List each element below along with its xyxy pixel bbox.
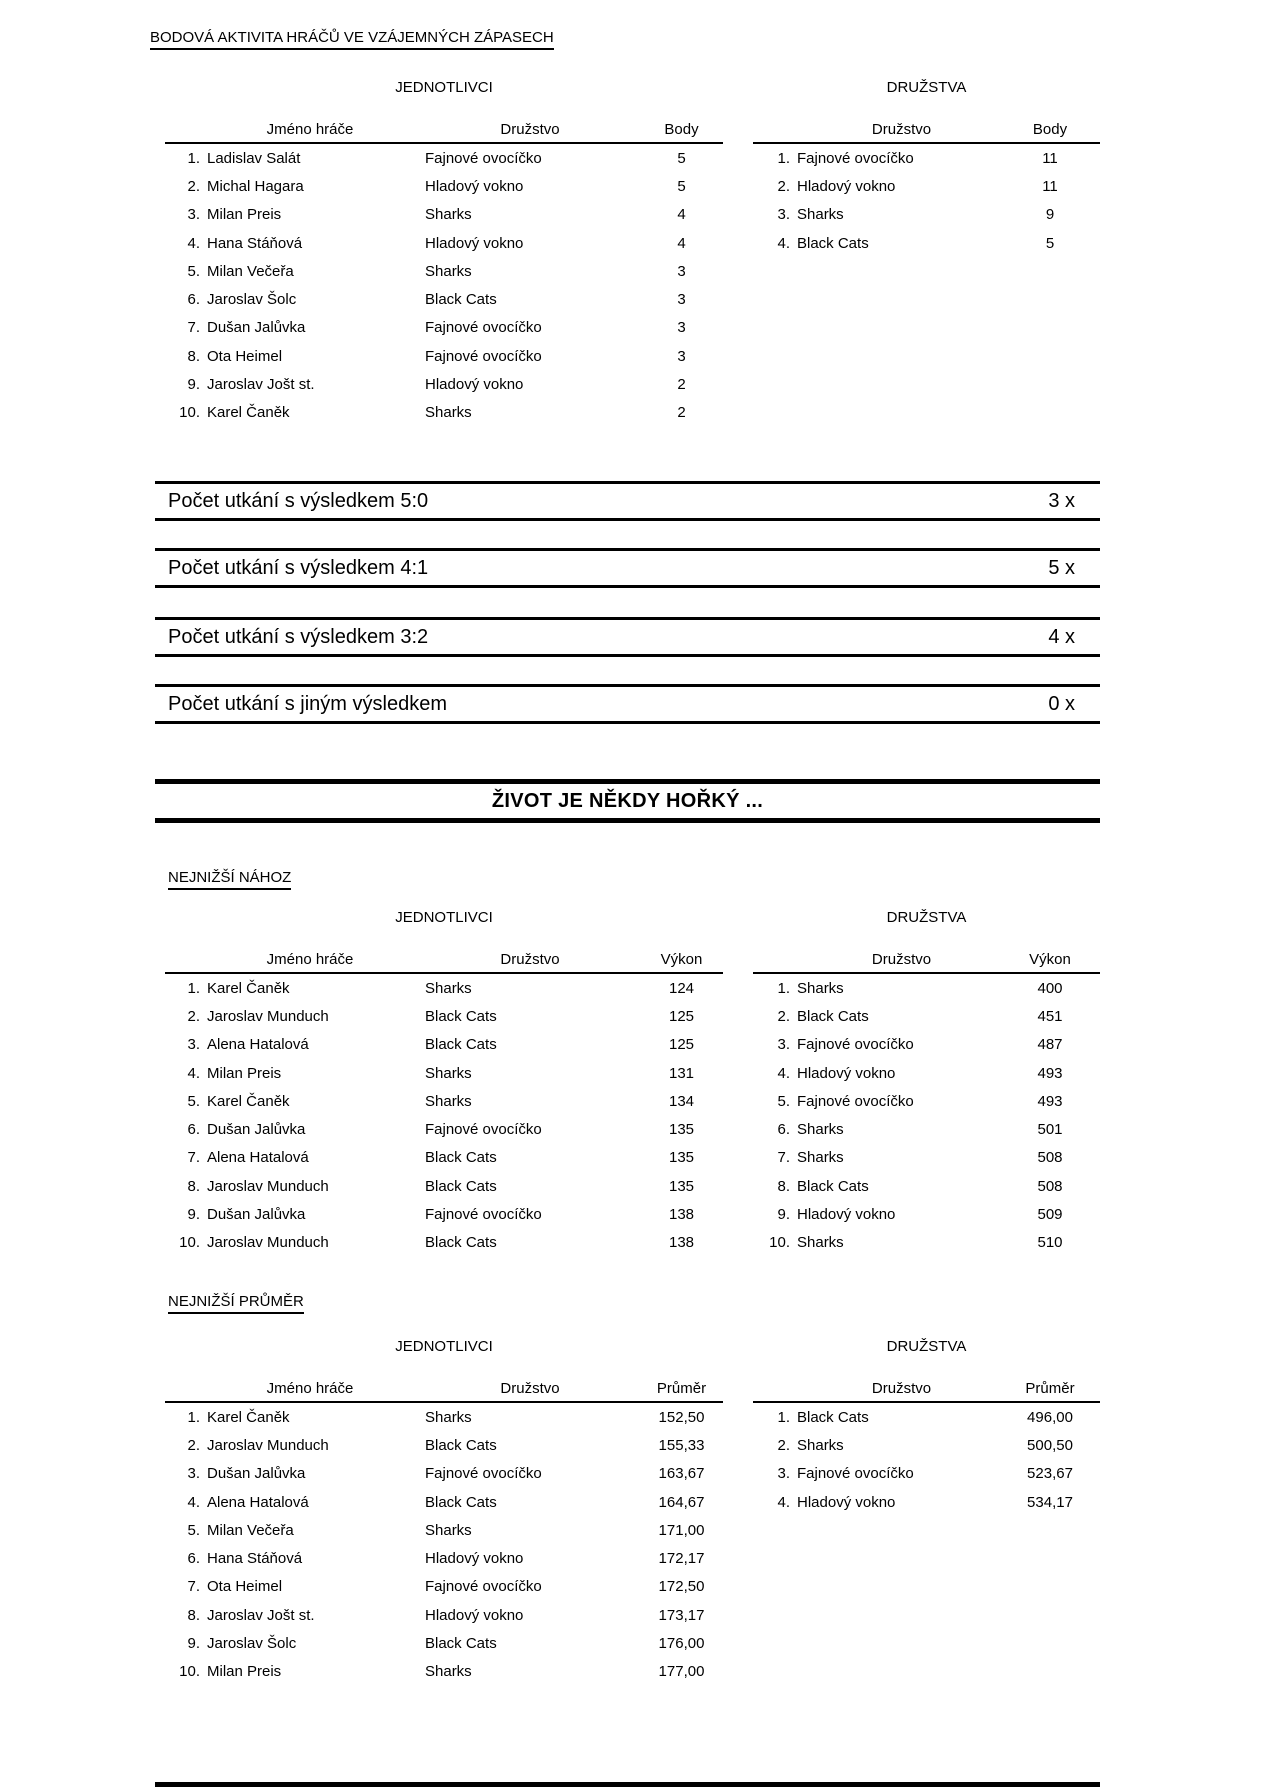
lowest-throw-individuals-table [165, 910, 723, 1257]
table-row [165, 285, 723, 313]
row-value: 11 [1042, 177, 1058, 195]
summary-box-3-2 [155, 617, 1100, 657]
row-team-name: Hladový vokno [797, 1493, 896, 1511]
row-team-name: Sharks [797, 1234, 844, 1252]
table-row [753, 229, 1100, 257]
table-row [165, 172, 723, 200]
column-header-team: Družstvo [500, 1380, 560, 1397]
table-rows [753, 144, 1100, 257]
row-value: 5 [1045, 234, 1055, 252]
row-value: 135 [668, 1149, 695, 1167]
row-team-name: Fajnové ovocíčko [425, 347, 542, 365]
row-value: 510 [1037, 1234, 1063, 1252]
row-player-name: Dušan Jalůvka [207, 319, 306, 337]
row-value: 496,00 [1027, 1408, 1073, 1426]
page-title [150, 29, 554, 50]
table-row [165, 229, 723, 257]
row-value: 508 [1037, 1149, 1063, 1167]
row-team-name: Black Cats [797, 1408, 869, 1426]
column-header-average: Průměr [656, 1380, 707, 1397]
table-row [165, 1144, 723, 1172]
table-row [165, 1573, 723, 1601]
row-team-name: Sharks [425, 1408, 472, 1426]
row-rank: 1. [187, 149, 200, 167]
row-player-name: Alena Hatalová [207, 1493, 309, 1511]
row-team-name: Fajnové ovocíčko [797, 1092, 914, 1110]
row-value: 493 [1037, 1064, 1063, 1082]
table-caption-individuals: JEDNOTLIVCI [395, 909, 493, 926]
row-team-name: Fajnové ovocíčko [425, 1206, 542, 1224]
row-value: 125 [668, 1007, 695, 1025]
table-row [165, 1002, 723, 1030]
table-header-row [165, 952, 723, 968]
row-player-name: Karel Čaněk [207, 1408, 290, 1426]
row-player-name: Dušan Jalůvka [207, 1465, 306, 1483]
table-rows [165, 974, 723, 1257]
row-rank: 8. [187, 1177, 200, 1195]
row-value: 173,17 [658, 1606, 705, 1624]
row-player-name: Ota Heimel [207, 1578, 283, 1596]
table-row [753, 1172, 1100, 1200]
table-rows [753, 974, 1100, 1257]
column-header-team: Družstvo [871, 1380, 932, 1397]
section-banner [155, 779, 1100, 823]
row-rank: 7. [187, 319, 200, 337]
row-player-name: Hana Stáňová [207, 234, 303, 252]
row-team-name: Black Cats [797, 1177, 869, 1195]
table-row [165, 1460, 723, 1488]
lowest-average-individuals-table [165, 1339, 723, 1686]
table-row [753, 1460, 1100, 1488]
table-row [165, 1403, 723, 1431]
row-rank: 9. [187, 1635, 200, 1653]
table-row [165, 1115, 723, 1143]
row-value: 135 [668, 1121, 695, 1139]
table-row [753, 144, 1100, 172]
lowest-throw-teams-table [753, 910, 1100, 1257]
row-value: 164,67 [658, 1493, 705, 1511]
row-value: 523,67 [1027, 1465, 1073, 1483]
row-team-name: Hladový vokno [425, 1550, 524, 1568]
row-player-name: Milan Preis [207, 1663, 282, 1681]
row-rank: 2. [187, 177, 200, 195]
row-rank: 4. [777, 234, 790, 252]
row-value: 135 [668, 1177, 695, 1195]
table-row [165, 314, 723, 342]
row-value: 171,00 [658, 1521, 705, 1539]
row-rank: 5. [777, 1092, 790, 1110]
row-team-name: Sharks [425, 979, 472, 997]
table-row [165, 1059, 723, 1087]
summary-box-other [155, 684, 1100, 724]
row-team-name: Sharks [425, 404, 472, 422]
row-value: 3 [677, 291, 686, 309]
table-rows [753, 1403, 1100, 1516]
row-rank: 4. [187, 1493, 200, 1511]
table-row [753, 1229, 1100, 1257]
table-row [753, 1144, 1100, 1172]
row-player-name: Milan Preis [207, 1064, 282, 1082]
row-player-name: Hana Stáňová [207, 1550, 303, 1568]
row-player-name: Jaroslav Šolc [207, 291, 297, 309]
column-header-team: Družstvo [871, 951, 932, 968]
row-rank: 4. [187, 1064, 200, 1082]
table-caption-individuals: JEDNOTLIVCI [395, 79, 493, 96]
row-value: 177,00 [658, 1663, 705, 1681]
row-value: 487 [1037, 1036, 1063, 1054]
row-team-name: Black Cats [425, 1177, 497, 1195]
row-value: 138 [668, 1234, 695, 1252]
table-rows [165, 144, 723, 427]
row-rank: 8. [777, 1177, 790, 1195]
table-row [165, 1516, 723, 1544]
table-row [165, 1172, 723, 1200]
row-rank: 9. [187, 1206, 200, 1224]
row-team-name: Hladový vokno [425, 177, 524, 195]
row-team-name: Sharks [425, 206, 472, 224]
table-row [753, 1431, 1100, 1459]
row-player-name: Dušan Jalůvka [207, 1121, 306, 1139]
row-rank: 2. [777, 177, 790, 195]
row-value: 4 [677, 206, 686, 224]
lowest-average-teams-table [753, 1339, 1100, 1516]
row-value: 2 [677, 376, 686, 394]
table-row [753, 974, 1100, 1002]
table-row [165, 974, 723, 1002]
section-label-text: NEJNIŽŠÍ PRŮMĚR [168, 1293, 304, 1314]
table-row [753, 1403, 1100, 1431]
row-player-name: Milan Večeřa [207, 262, 294, 280]
row-value: 3 [677, 319, 686, 337]
row-rank: 3. [777, 1465, 790, 1483]
table-rows [165, 1403, 723, 1686]
table-row [165, 370, 723, 398]
row-rank: 7. [187, 1149, 200, 1167]
row-team-name: Black Cats [425, 1234, 497, 1252]
row-rank: 2. [777, 1436, 790, 1454]
row-value: 4 [677, 234, 686, 252]
table-row [165, 1229, 723, 1257]
table-row [165, 1601, 723, 1629]
row-team-name: Sharks [797, 1149, 844, 1167]
column-header-points: Body [664, 121, 699, 138]
row-rank: 1. [777, 149, 790, 167]
page-title-text: BODOVÁ AKTIVITA HRÁČŮ VE VZÁJEMNÝCH ZÁPASECH [150, 29, 554, 50]
row-rank: 5. [187, 262, 200, 280]
row-rank: 2. [777, 1007, 790, 1025]
column-header-average: Průměr [1025, 1380, 1075, 1397]
row-value: 5 [677, 177, 686, 195]
column-header-points: Body [1032, 121, 1068, 138]
column-header-player: Jméno hráče [266, 1380, 354, 1397]
row-value: 134 [668, 1092, 695, 1110]
row-value: 163,67 [658, 1465, 705, 1483]
row-rank: 4. [187, 234, 200, 252]
row-team-name: Hladový vokno [425, 234, 524, 252]
row-team-name: Fajnové ovocíčko [797, 1036, 914, 1054]
table-row [753, 201, 1100, 229]
row-player-name: Jaroslav Munduch [207, 1007, 329, 1025]
row-team-name: Sharks [797, 206, 844, 224]
row-value: 125 [668, 1036, 695, 1054]
row-value: 155,33 [658, 1436, 705, 1454]
points-individuals-table [165, 80, 723, 427]
row-rank: 6. [187, 1550, 200, 1568]
row-value: 11 [1042, 149, 1058, 167]
row-team-name: Sharks [425, 1663, 472, 1681]
row-rank: 1. [777, 979, 790, 997]
row-team-name: Black Cats [425, 291, 497, 309]
summary-box-5-0 [155, 481, 1100, 521]
row-team-name: Hladový vokno [797, 1064, 896, 1082]
table-row [165, 144, 723, 172]
row-team-name: Fajnové ovocíčko [425, 149, 542, 167]
column-header-player: Jméno hráče [266, 951, 354, 968]
table-row [165, 1431, 723, 1459]
row-team-name: Hladový vokno [797, 177, 896, 195]
row-team-name: Hladový vokno [425, 1606, 524, 1624]
row-team-name: Fajnové ovocíčko [797, 149, 914, 167]
row-rank: 7. [777, 1149, 790, 1167]
row-rank: 8. [187, 347, 200, 365]
row-rank: 1. [187, 1408, 200, 1426]
table-row [165, 1629, 723, 1657]
row-team-name: Fajnové ovocíčko [425, 1578, 542, 1596]
row-team-name: Sharks [425, 1092, 472, 1110]
row-value: 509 [1037, 1206, 1063, 1224]
table-row [753, 1115, 1100, 1143]
row-rank: 3. [777, 1036, 790, 1054]
row-player-name: Jaroslav Jošt st. [207, 376, 315, 394]
row-team-name: Black Cats [425, 1007, 497, 1025]
row-player-name: Jaroslav Munduch [207, 1234, 329, 1252]
row-team-name: Sharks [797, 979, 844, 997]
table-caption-teams: DRUŽSTVA [886, 909, 967, 926]
table-row [753, 172, 1100, 200]
row-value: 172,50 [658, 1578, 705, 1596]
summary-box-value: 4 x [1048, 625, 1075, 648]
row-value: 534,17 [1027, 1493, 1073, 1511]
row-team-name: Sharks [425, 262, 472, 280]
row-value: 131 [668, 1064, 695, 1082]
row-value: 2 [677, 404, 686, 422]
table-caption-teams: DRUŽSTVA [886, 1338, 967, 1355]
row-team-name: Black Cats [425, 1036, 497, 1054]
row-team-name: Sharks [797, 1121, 844, 1139]
row-player-name: Dušan Jalůvka [207, 1206, 306, 1224]
row-value: 500,50 [1027, 1436, 1073, 1454]
row-player-name: Milan Večeřa [207, 1521, 294, 1539]
column-header-team: Družstvo [871, 121, 932, 138]
row-player-name: Michal Hagara [207, 177, 304, 195]
table-row [753, 1059, 1100, 1087]
row-value: 400 [1037, 979, 1063, 997]
column-header-score: Výkon [1029, 951, 1071, 968]
row-rank: 10. [769, 1234, 790, 1252]
row-rank: 6. [777, 1121, 790, 1139]
column-header-score: Výkon [660, 951, 703, 968]
row-player-name: Milan Preis [207, 206, 282, 224]
row-rank: 4. [777, 1493, 790, 1511]
row-rank: 10. [179, 404, 200, 422]
row-value: 501 [1037, 1121, 1063, 1139]
row-player-name: Karel Čaněk [207, 404, 290, 422]
table-row [165, 1087, 723, 1115]
summary-box-4-1 [155, 548, 1100, 588]
table-row [753, 1031, 1100, 1059]
row-team-name: Black Cats [797, 1007, 869, 1025]
summary-box-value: 3 x [1048, 489, 1075, 512]
row-rank: 5. [187, 1092, 200, 1110]
row-team-name: Sharks [425, 1521, 472, 1539]
row-player-name: Jaroslav Munduch [207, 1436, 329, 1454]
row-rank: 10. [179, 1234, 200, 1252]
table-row [753, 1200, 1100, 1228]
next-section-divider [155, 1782, 1100, 1787]
row-rank: 10. [179, 1663, 200, 1681]
row-rank: 3. [187, 1036, 200, 1054]
row-team-name: Sharks [425, 1064, 472, 1082]
table-row [753, 1087, 1100, 1115]
points-teams-table [753, 80, 1100, 257]
row-value: 152,50 [658, 1408, 705, 1426]
section-banner-text: ŽIVOT JE NĚKDY HOŘKÝ ... [491, 789, 764, 812]
row-rank: 6. [187, 1121, 200, 1139]
row-rank: 9. [187, 376, 200, 394]
row-player-name: Ladislav Salát [207, 149, 301, 167]
section-label-text: NEJNIŽŠÍ NÁHOZ [168, 869, 291, 890]
table-row [165, 1200, 723, 1228]
table-row [753, 1002, 1100, 1030]
summary-box-label: Počet utkání s výsledkem 5:0 [168, 489, 429, 512]
row-value: 451 [1037, 1007, 1063, 1025]
section-label-lowest-throw [168, 869, 291, 890]
row-value: 3 [677, 347, 686, 365]
row-player-name: Alena Hatalová [207, 1036, 309, 1054]
table-row [165, 1544, 723, 1572]
row-team-name: Fajnové ovocíčko [797, 1465, 914, 1483]
column-header-team: Družstvo [500, 951, 560, 968]
row-team-name: Black Cats [425, 1149, 497, 1167]
table-header-row [165, 122, 723, 138]
row-team-name: Fajnové ovocíčko [425, 1465, 542, 1483]
row-rank: 4. [777, 1064, 790, 1082]
row-player-name: Jaroslav Jošt st. [207, 1606, 315, 1624]
table-row [165, 342, 723, 370]
row-value: 124 [668, 979, 695, 997]
row-value: 176,00 [658, 1635, 705, 1653]
row-player-name: Alena Hatalová [207, 1149, 309, 1167]
table-row [165, 257, 723, 285]
row-rank: 3. [187, 206, 200, 224]
row-player-name: Jaroslav Šolc [207, 1635, 297, 1653]
row-player-name: Ota Heimel [207, 347, 283, 365]
row-value: 172,17 [658, 1550, 705, 1568]
row-value: 138 [668, 1206, 695, 1224]
row-team-name: Black Cats [425, 1635, 497, 1653]
row-team-name: Hladový vokno [425, 376, 524, 394]
summary-box-label: Počet utkání s jiným výsledkem [168, 692, 447, 715]
row-value: 5 [677, 149, 686, 167]
summary-box-label: Počet utkání s výsledkem 3:2 [168, 625, 429, 648]
summary-box-label: Počet utkání s výsledkem 4:1 [168, 556, 429, 579]
row-team-name: Fajnové ovocíčko [425, 319, 542, 337]
column-header-team: Družstvo [500, 121, 560, 138]
row-rank: 2. [187, 1436, 200, 1454]
column-header-player: Jméno hráče [266, 121, 354, 138]
summary-box-value: 0 x [1048, 692, 1075, 715]
table-caption-individuals: JEDNOTLIVCI [395, 1338, 493, 1355]
row-team-name: Black Cats [425, 1493, 497, 1511]
row-value: 3 [677, 262, 686, 280]
row-rank: 8. [187, 1606, 200, 1624]
row-rank: 3. [777, 206, 790, 224]
row-rank: 5. [187, 1521, 200, 1539]
table-header-row [753, 1381, 1100, 1397]
row-value: 9 [1045, 206, 1055, 224]
row-value: 493 [1037, 1092, 1063, 1110]
table-row [165, 1658, 723, 1686]
table-row [165, 201, 723, 229]
row-rank: 2. [187, 1007, 200, 1025]
row-rank: 1. [187, 979, 200, 997]
table-header-row [165, 1381, 723, 1397]
row-team-name: Black Cats [425, 1436, 497, 1454]
row-player-name: Karel Čaněk [207, 1092, 290, 1110]
row-player-name: Jaroslav Munduch [207, 1177, 329, 1195]
row-player-name: Karel Čaněk [207, 979, 290, 997]
table-caption-teams: DRUŽSTVA [886, 79, 967, 96]
table-row [165, 1488, 723, 1516]
summary-box-value: 5 x [1048, 556, 1075, 579]
row-team-name: Sharks [797, 1436, 844, 1454]
row-rank: 9. [777, 1206, 790, 1224]
table-header-row [753, 952, 1100, 968]
row-value: 508 [1037, 1177, 1063, 1195]
table-row [753, 1488, 1100, 1516]
table-row [165, 1031, 723, 1059]
row-rank: 1. [777, 1408, 790, 1426]
row-rank: 3. [187, 1465, 200, 1483]
row-rank: 7. [187, 1578, 200, 1596]
table-row [165, 399, 723, 427]
row-team-name: Hladový vokno [797, 1206, 896, 1224]
row-team-name: Black Cats [797, 234, 869, 252]
row-rank: 6. [187, 291, 200, 309]
row-team-name: Fajnové ovocíčko [425, 1121, 542, 1139]
table-header-row [753, 122, 1100, 138]
section-label-lowest-average [168, 1293, 304, 1314]
